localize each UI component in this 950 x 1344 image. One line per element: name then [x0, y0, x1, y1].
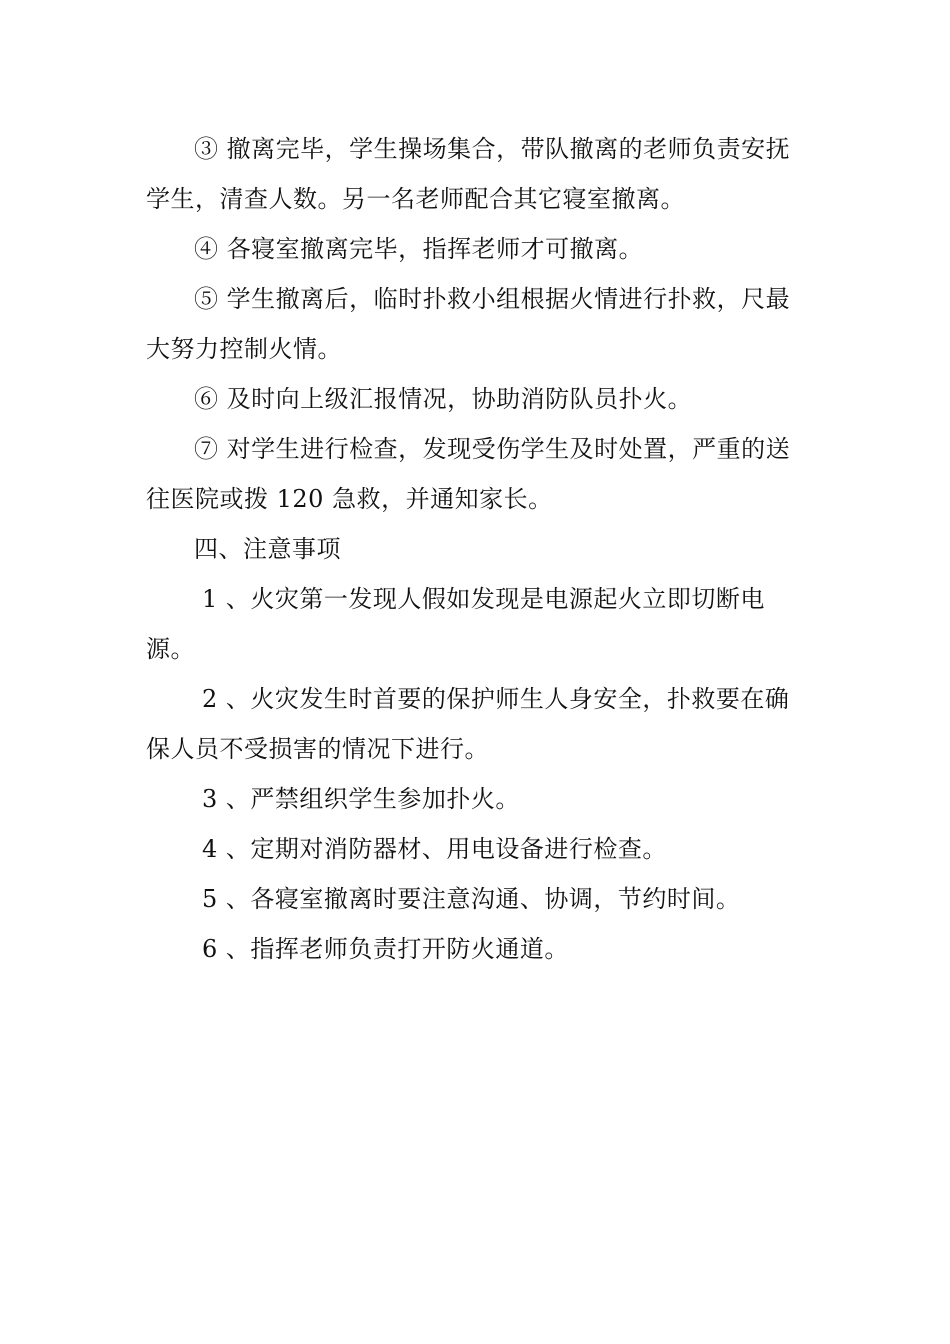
document-body — [146, 124, 808, 974]
step-6-paragraph: ⑥ 及时向上级汇报情况，协助消防队员扑火。 — [194, 385, 693, 413]
note-5-paragraph: 5 、各寝室撤离时要注意沟通、协调，节约时间。 — [202, 885, 741, 913]
step-4-paragraph: ④ 各寝室撤离完毕，指挥老师才可撤离。 — [194, 235, 644, 263]
step-5-paragraph: ⑤ 学生撤离后，临时扑救小组根据火情进行扑救，尺最大努力控制火情。 — [146, 285, 791, 363]
step-3-paragraph: ③ 撤离完毕，学生操场集合，带队撤离的老师负责安抚学生，清查人数。另一名老师配合其它寝室撤离。 — [146, 135, 791, 213]
note-2-paragraph: 2 、火灾发生时首要的保护师生人身安全，扑救要在确保人员不受损害的情况下进行。 — [146, 685, 790, 763]
note-4-paragraph: 4 、定期对消防器材、用电设备进行检查。 — [202, 835, 667, 863]
section-heading: 四、注意事项 — [194, 535, 341, 563]
note-3-paragraph: 3 、严禁组织学生参加扑火。 — [202, 785, 520, 813]
note-1-paragraph: 1 、火灾第一发现人假如发现是电源起火立即切断电源。 — [146, 585, 765, 663]
step-7-paragraph: ⑦ 对学生进行检查，发现受伤学生及时处置，严重的送往医院或拨 120 急救，并通知家长。 — [146, 435, 791, 513]
note-6-paragraph: 6 、指挥老师负责打开防火通道。 — [202, 935, 569, 963]
